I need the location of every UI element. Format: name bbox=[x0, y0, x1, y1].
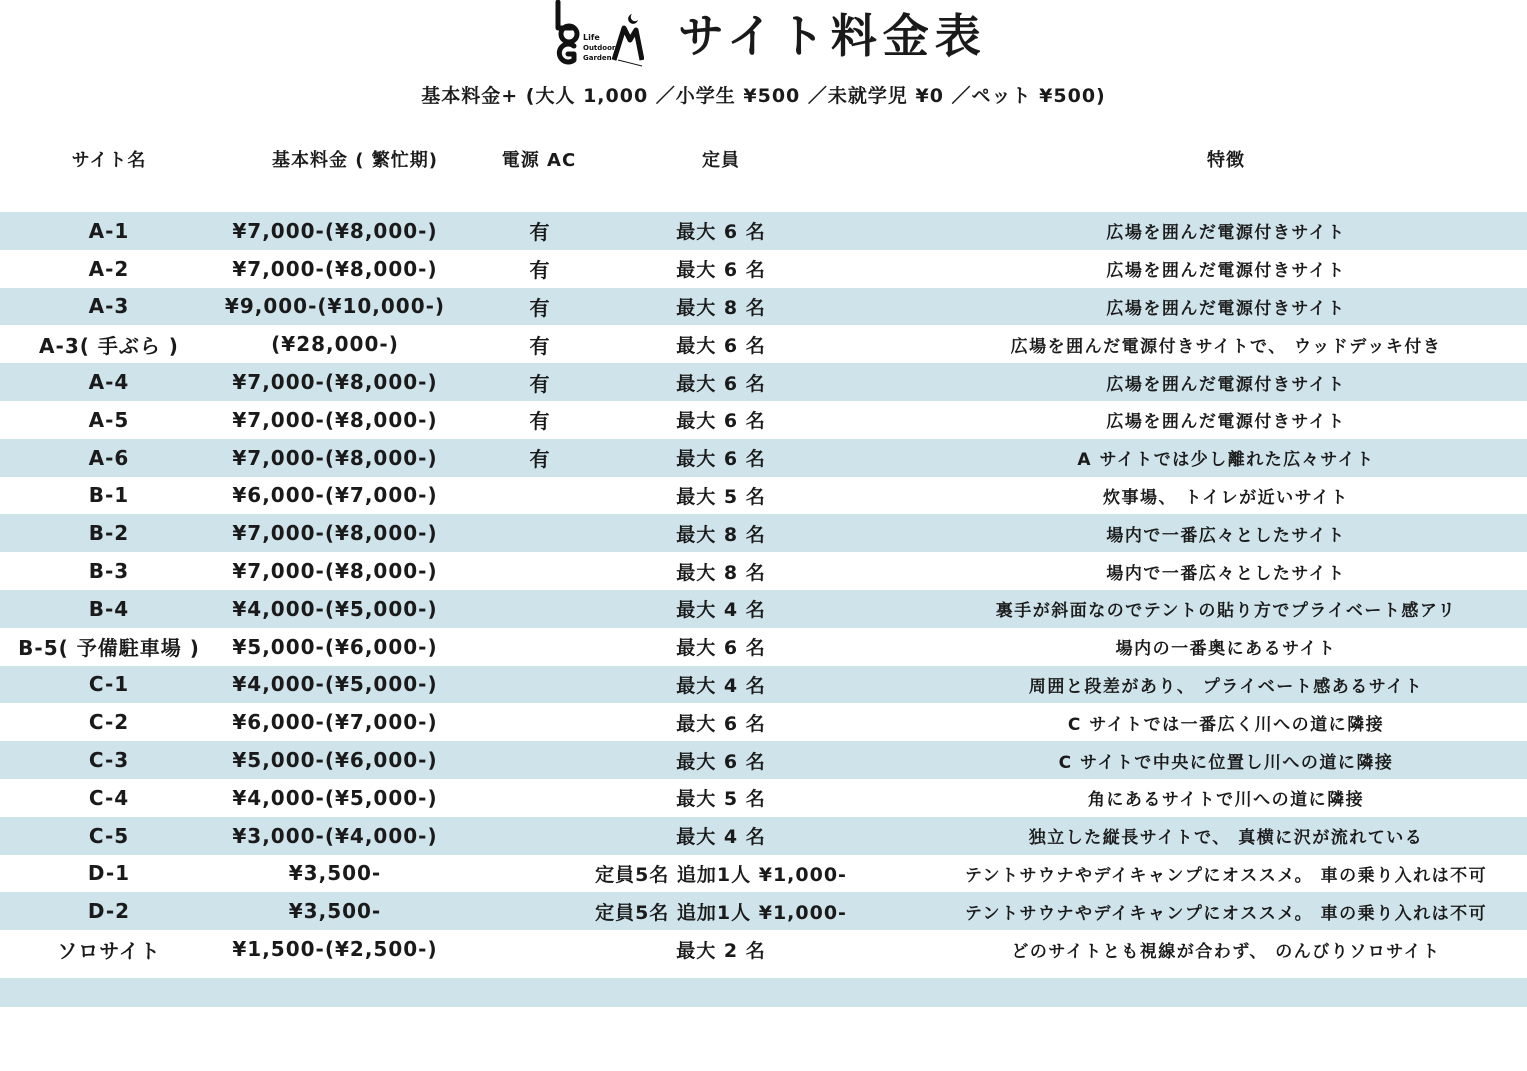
page-header bbox=[0, 0, 1527, 70]
table-row bbox=[0, 401, 1527, 439]
capacity-cell: 最大 4 名 bbox=[676, 674, 766, 697]
price-cell: ¥1,500-(¥2,500-) bbox=[232, 937, 438, 962]
table-row bbox=[0, 930, 1527, 968]
table-row bbox=[0, 325, 1527, 363]
capacity-cell: 最大 6 名 bbox=[676, 259, 766, 282]
table-row bbox=[0, 666, 1527, 704]
logo-text-outdoor: Outdoor bbox=[583, 44, 616, 52]
logo-text-life: Life bbox=[583, 33, 600, 42]
capacity-cell: 最大 6 名 bbox=[676, 750, 766, 773]
site-name-cell: C-3 bbox=[88, 748, 130, 773]
power-cell: 有 bbox=[529, 220, 551, 245]
capacity-cell: 最大 4 名 bbox=[676, 599, 766, 622]
table-row bbox=[0, 590, 1527, 628]
feature-cell: 角にあるサイトで川への道に隣接 bbox=[1087, 790, 1365, 811]
price-cell: ¥9,000-(¥10,000-) bbox=[224, 294, 446, 319]
price-cell: ¥7,000-(¥8,000-) bbox=[232, 407, 438, 432]
power-cell: 有 bbox=[529, 409, 551, 434]
feature-cell: 独立した縦長サイトで、 真横に沢が流れている bbox=[1028, 828, 1424, 849]
table-row bbox=[0, 855, 1527, 893]
price-cell: ¥6,000-(¥7,000-) bbox=[232, 483, 438, 508]
table-row bbox=[0, 363, 1527, 401]
feature-cell: C サイトで中央に位置し川への道に隣接 bbox=[1058, 752, 1394, 773]
feature-cell: 広場を囲んだ電源付きサイト bbox=[1106, 412, 1346, 433]
price-cell: ¥7,000-(¥8,000-) bbox=[232, 218, 438, 243]
capacity-cell: 最大 6 名 bbox=[676, 448, 766, 471]
site-name-cell: A-5 bbox=[88, 407, 130, 432]
capacity-cell: 最大 2 名 bbox=[676, 939, 766, 962]
column-header-price: 基本料金 ( 繁忙期) bbox=[272, 150, 438, 171]
price-table bbox=[0, 212, 1527, 1007]
column-header-capacity: 定員 bbox=[702, 150, 740, 171]
site-name-cell: B-4 bbox=[88, 596, 130, 621]
table-footer-band bbox=[0, 978, 1527, 1007]
table-row bbox=[0, 439, 1527, 477]
site-name-cell: B-2 bbox=[88, 521, 130, 546]
site-name-cell: B-5( 予備駐車場 ) bbox=[18, 636, 200, 661]
logo-mark-icon bbox=[552, 0, 644, 68]
capacity-cell: 最大 5 名 bbox=[676, 788, 766, 811]
site-name-cell: B-1 bbox=[88, 483, 130, 508]
site-name-cell: A-3 bbox=[88, 294, 130, 319]
capacity-cell: 最大 8 名 bbox=[676, 523, 766, 546]
feature-cell: 広場を囲んだ電源付きサイト bbox=[1106, 374, 1346, 395]
feature-cell: 裏手が斜面なのでテントの貼り方でプライベート感アリ bbox=[995, 601, 1457, 622]
table-row bbox=[0, 477, 1527, 515]
power-cell: 有 bbox=[529, 371, 551, 396]
capacity-cell: 最大 6 名 bbox=[676, 637, 766, 660]
feature-cell: 周囲と段差があり、 プライベート感あるサイト bbox=[1028, 676, 1424, 697]
capacity-cell: 最大 4 名 bbox=[676, 826, 766, 849]
price-cell: ¥3,000-(¥4,000-) bbox=[232, 823, 438, 848]
table-row bbox=[0, 552, 1527, 590]
site-name-cell: C-4 bbox=[88, 785, 130, 810]
power-cell: 有 bbox=[529, 333, 551, 358]
capacity-cell: 最大 6 名 bbox=[676, 372, 766, 395]
capacity-cell: 最大 5 名 bbox=[676, 485, 766, 508]
site-name-cell: A-2 bbox=[88, 256, 130, 281]
capacity-cell: 最大 6 名 bbox=[676, 410, 766, 433]
price-cell: ¥4,000-(¥5,000-) bbox=[232, 785, 438, 810]
column-header-feature: 特徴 bbox=[1207, 150, 1245, 171]
price-cell: ¥5,000-(¥6,000-) bbox=[232, 748, 438, 773]
site-name-cell: D-1 bbox=[87, 861, 131, 886]
price-cell: ¥3,500- bbox=[288, 861, 382, 886]
logo bbox=[552, 0, 644, 68]
price-cell: ¥7,000-(¥8,000-) bbox=[232, 559, 438, 584]
table-row bbox=[0, 892, 1527, 930]
power-cell: 有 bbox=[529, 258, 551, 283]
price-cell: ¥4,000-(¥5,000-) bbox=[232, 596, 438, 621]
price-cell: ¥6,000-(¥7,000-) bbox=[232, 710, 438, 735]
feature-cell: 広場を囲んだ電源付きサイトで、 ウッドデッキ付き bbox=[1010, 336, 1442, 357]
site-name-cell: D-2 bbox=[87, 899, 131, 924]
price-cell: ¥3,500- bbox=[288, 899, 382, 924]
price-cell: ¥4,000-(¥5,000-) bbox=[232, 672, 438, 697]
feature-cell: 炊事場、 トイレが近いサイト bbox=[1103, 487, 1349, 508]
power-cell: 有 bbox=[529, 447, 551, 472]
price-cell: ¥7,000-(¥8,000-) bbox=[232, 370, 438, 395]
site-name-cell: C-1 bbox=[88, 672, 130, 697]
capacity-cell: 最大 8 名 bbox=[676, 296, 766, 319]
feature-cell: どのサイトとも視線が合わず、 のんびりソロサイト bbox=[1011, 941, 1441, 962]
feature-cell: A サイトでは少し離れた広々サイト bbox=[1077, 450, 1375, 471]
column-header-site-name: サイト名 bbox=[71, 150, 147, 171]
feature-cell: 広場を囲んだ電源付きサイト bbox=[1106, 298, 1346, 319]
table-row bbox=[0, 628, 1527, 666]
page-title: サイト料金表 bbox=[678, 9, 987, 63]
table-row bbox=[0, 817, 1527, 855]
capacity-cell: 最大 8 名 bbox=[676, 561, 766, 584]
feature-cell: C サイトでは一番広く川への道に隣接 bbox=[1067, 714, 1385, 735]
table-row bbox=[0, 514, 1527, 552]
site-name-cell: B-3 bbox=[88, 559, 130, 584]
feature-cell: テントサウナやデイキャンプにオススメ。 車の乗り入れは不可 bbox=[964, 865, 1488, 886]
capacity-cell: 最大 6 名 bbox=[676, 334, 766, 357]
site-name-cell: A-3( 手ぶら ) bbox=[39, 333, 179, 358]
feature-cell: 広場を囲んだ電源付きサイト bbox=[1106, 223, 1346, 244]
column-header-power: 電源 AC bbox=[501, 150, 577, 171]
table-row bbox=[0, 250, 1527, 288]
base-fee-note: 基本料金+ (大人 1,000 ／小学生 ¥500 ／未就学児 ¥0 ／ペット ¥500) bbox=[421, 85, 1106, 107]
feature-cell: テントサウナやデイキャンプにオススメ。 車の乗り入れは不可 bbox=[964, 903, 1488, 924]
site-name-cell: C-2 bbox=[88, 710, 130, 735]
site-name-cell: A-6 bbox=[88, 445, 130, 470]
capacity-cell: 最大 6 名 bbox=[676, 221, 766, 244]
logo-text-garden: Garden bbox=[583, 54, 612, 62]
feature-cell: 場内で一番広々としたサイト bbox=[1106, 563, 1346, 584]
table-row bbox=[0, 212, 1527, 250]
feature-cell: 広場を囲んだ電源付きサイト bbox=[1106, 261, 1346, 282]
site-name-cell: C-5 bbox=[88, 823, 130, 848]
capacity-cell: 定員5名 追加1人 ¥1,000- bbox=[595, 863, 847, 886]
table-row bbox=[0, 779, 1527, 817]
power-cell: 有 bbox=[529, 295, 551, 320]
price-cell: ¥7,000-(¥8,000-) bbox=[232, 445, 438, 470]
price-cell: ¥7,000-(¥8,000-) bbox=[232, 521, 438, 546]
capacity-cell: 定員5名 追加1人 ¥1,000- bbox=[595, 901, 847, 924]
table-row bbox=[0, 288, 1527, 326]
capacity-cell: 最大 6 名 bbox=[676, 712, 766, 735]
price-cell: ¥5,000-(¥6,000-) bbox=[232, 634, 438, 659]
site-name-cell: ソロサイト bbox=[57, 938, 161, 963]
table-row bbox=[0, 741, 1527, 779]
price-cell: ¥7,000-(¥8,000-) bbox=[232, 256, 438, 281]
site-name-cell: A-4 bbox=[88, 370, 130, 395]
price-cell: (¥28,000-) bbox=[271, 332, 399, 357]
site-name-cell: A-1 bbox=[88, 218, 130, 243]
feature-cell: 場内の一番奥にあるサイト bbox=[1115, 639, 1337, 660]
table-row bbox=[0, 703, 1527, 741]
feature-cell: 場内で一番広々としたサイト bbox=[1106, 525, 1346, 546]
